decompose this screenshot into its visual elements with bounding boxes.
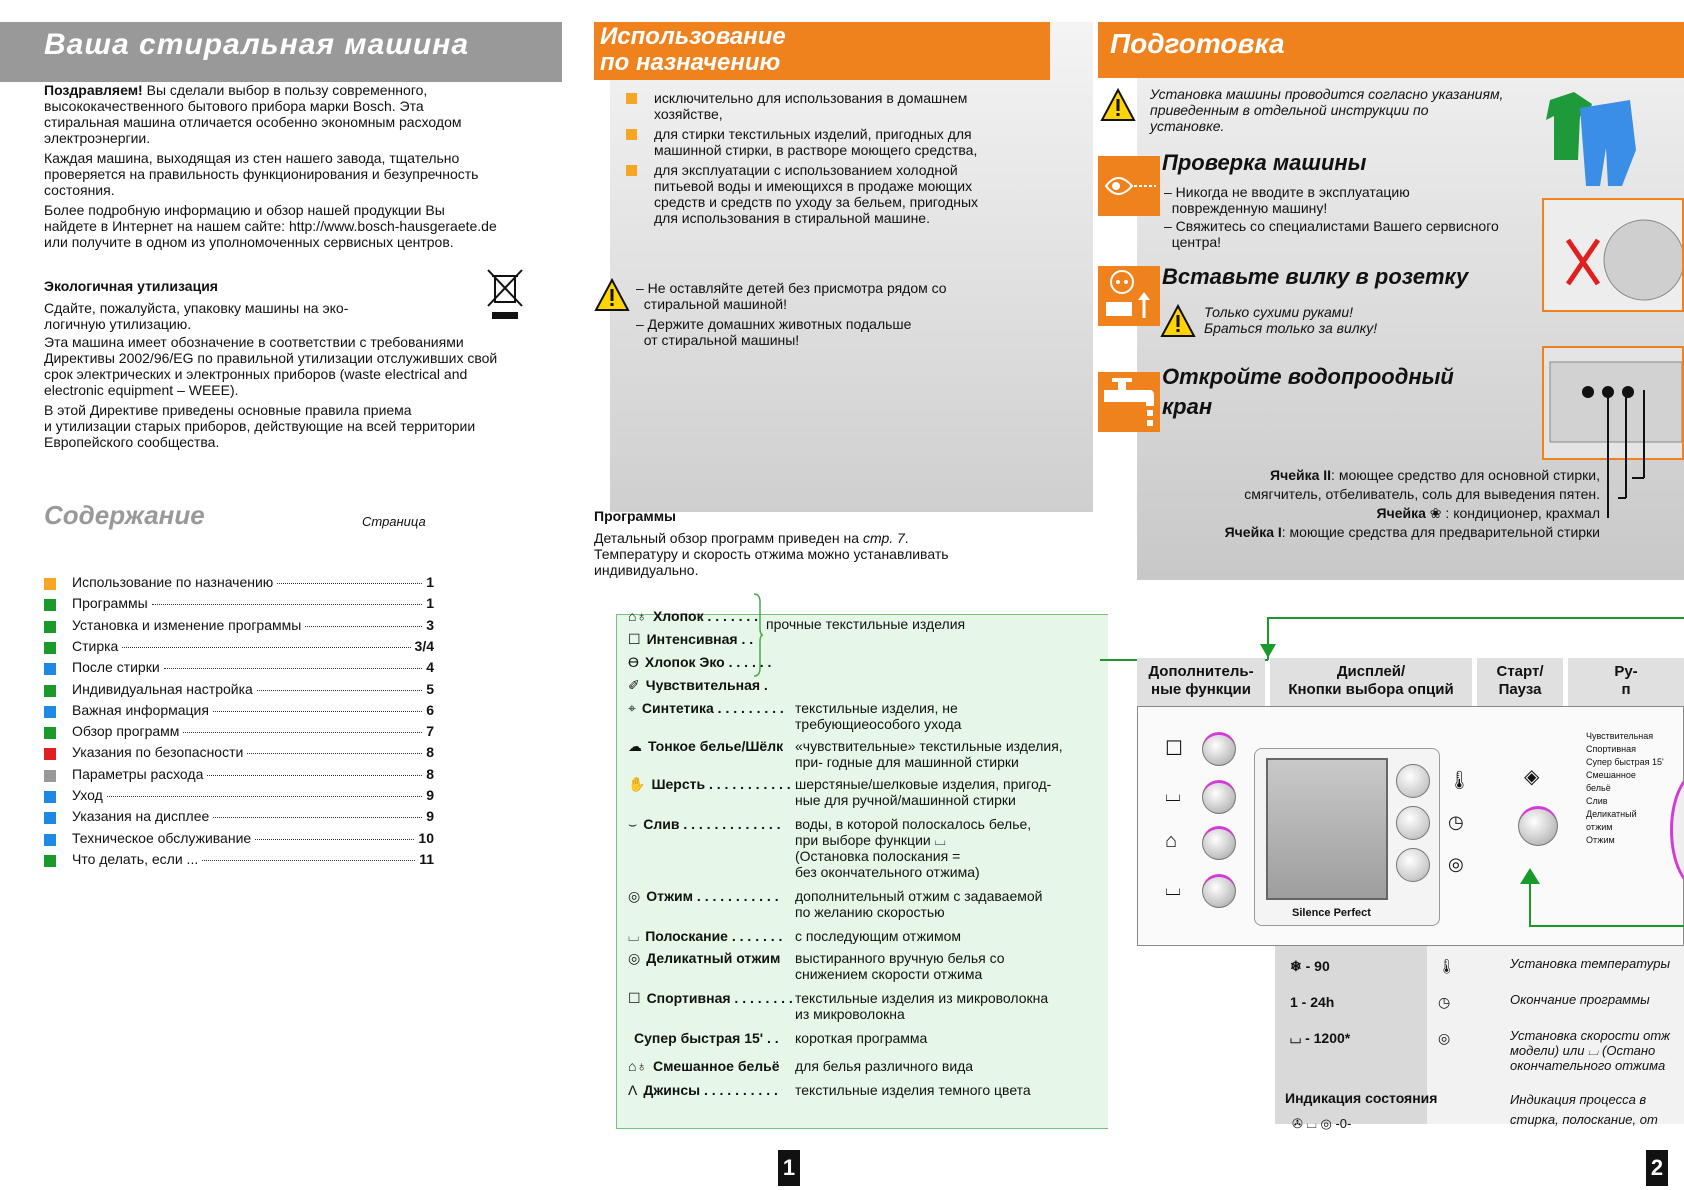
info-description: Окончание программы: [1510, 992, 1650, 1007]
toc-color-square-icon: [44, 770, 56, 782]
program-item: ⌴ Полоскание . . . . . . .: [628, 928, 783, 944]
toc-item[interactable]: [44, 617, 434, 637]
panel-head-start-pause: Старт/ Пауза: [1477, 658, 1563, 706]
toc-item[interactable]: [44, 766, 434, 786]
bullet-square-icon: [626, 93, 637, 104]
tap-title-line2: кран: [1162, 394, 1213, 419]
eco-title: Экологичная утилизация: [44, 278, 218, 294]
damaged-machine-image: [1542, 198, 1684, 312]
lcd-display: [1266, 758, 1388, 900]
toc-item-page: 10: [418, 829, 434, 846]
toc-color-square-icon: [44, 621, 56, 633]
toc-leader: [207, 775, 422, 776]
toc-item-label: Параметры расхода: [72, 765, 204, 782]
program-item: ⌂♁ Смешанное бельё: [628, 1058, 780, 1074]
program-symbol-icon: ⌂♁: [628, 1058, 647, 1074]
toc-item-page: 3/4: [414, 637, 434, 654]
finish-time-button[interactable]: [1396, 806, 1430, 840]
plug-title: Вставьте вилку в розетку: [1162, 264, 1469, 289]
toc-item-label: Обзор программ: [72, 723, 180, 740]
info-description: Установка скорости отж модели) или ⌴ (Остано окончательного отжима: [1510, 1028, 1670, 1073]
program-symbol-icon: ✋: [628, 776, 646, 792]
compartment-legend: Ячейка II: моющее средство для основной стирки, смягчитель, отбеливатель, соль для выведения пятен. Ячейка ❀ : кондиционер, крахмал Ячейка I: моющие средства для предварительной стирки: [1224, 467, 1600, 540]
program-description: с последующим отжимом: [795, 928, 962, 944]
info-value: ⌴ - 1200*: [1290, 1030, 1351, 1046]
toc-item-page: 6: [426, 701, 434, 718]
toc-leader: [107, 796, 422, 797]
toc-item-page: 5: [426, 680, 434, 697]
check-step-2: – Свяжитесь со специалистами Вашего сервисного центра!: [1164, 218, 1499, 250]
extra-rinse-icon: ⌴: [1165, 878, 1181, 900]
warning-icon: [594, 278, 630, 312]
toc-color-square-icon: [44, 812, 56, 824]
panel-head-display: Дисплей/ Кнопки выбора опций: [1270, 658, 1472, 706]
program-item: ☁ Тонкое белье/Шёлк: [628, 738, 784, 754]
toc-item-page: 9: [426, 808, 434, 825]
page-number-left: 1: [778, 1150, 800, 1186]
toc-item[interactable]: [44, 595, 434, 615]
start-pause-icon: ◈: [1524, 766, 1540, 788]
program-item: ⌖ Синтетика . . . . . . . . .: [628, 700, 784, 716]
intensive-option-button[interactable]: [1202, 732, 1236, 766]
toc-leader: [152, 604, 422, 605]
toc-color-square-icon: [44, 685, 56, 697]
toc-color-square-icon: [44, 642, 56, 654]
program-item: ☐ Спортивная . . . . . . . .: [628, 990, 793, 1006]
program-item: ✋ Шерсть . . . . . . . . . . .: [628, 776, 791, 792]
program-symbol-icon: ◎: [628, 888, 641, 904]
temperature-button[interactable]: [1396, 764, 1430, 798]
brand-label: Silence Perfect: [1292, 907, 1371, 919]
toc-color-square-icon: [44, 599, 56, 611]
left-title-bar: [0, 22, 562, 82]
toc-item-label: Стирка: [72, 637, 119, 654]
thermometer-icon: 🌡: [1448, 770, 1471, 790]
toc-leader: [305, 626, 422, 627]
toc-item-label: Техническое обслуживание: [72, 829, 252, 846]
toc-item-page: 11: [419, 850, 434, 867]
program-item: ϴ Хлопок Эко . . . . . .: [628, 654, 772, 670]
program-description: текстильные изделия из микроволокна из микроволокна: [795, 990, 1049, 1022]
info-icon: ◎: [1438, 1030, 1451, 1046]
rinse-stop-icon: ⌴: [1165, 784, 1181, 806]
child-warning: – Не оставляйте детей без присмотра рядом со стиральной машиной!: [636, 280, 947, 312]
eye-check-icon: [1098, 156, 1160, 216]
intro-paragraph: Поздравляем! Вы сделали выбор в пользу современного, высококачественного бытового прибора марки Bosch. Эта стиральная машина отличается особенно экономным расходом электроэнергии.: [44, 82, 462, 146]
warning-icon: [1100, 88, 1136, 122]
weee-paragraph: Эта машина имеет обозначение в соответствии с требованиями Директивы 2002/96/EG по правильной утилизации отслуживших свой срок электрических и электронных приборов (waste electrical and electronic equipment – WEEE).: [44, 334, 498, 398]
toc-color-square-icon: [44, 855, 56, 867]
toc-item-label: Что делать, если ...: [72, 850, 199, 867]
program-description: текстильные изделия, не требующиеособого ухода: [795, 700, 962, 732]
program-description: воды, в которой полоскалось белье, при выборе функции ⌴ (Остановка полоскания = без окончательного отжима): [795, 816, 1032, 880]
program-symbol-icon: ⌖: [628, 700, 636, 716]
toc-item-page: 8: [426, 744, 434, 761]
check-step-1: – Никогда не вводите в эксплуатацию поврежденную машину!: [1164, 184, 1410, 216]
toc-item[interactable]: [44, 659, 434, 679]
toc-item[interactable]: [44, 851, 434, 871]
toc-item-page: 3: [426, 616, 434, 633]
extra-rinse-button[interactable]: [1202, 874, 1236, 908]
water-tap-icon: [1098, 372, 1160, 432]
group-description: прочные текстильные изделия: [766, 616, 966, 632]
warning-icon: [1160, 304, 1196, 338]
toc-item-page: 9: [426, 787, 434, 803]
toc-item[interactable]: [44, 702, 434, 722]
toc-item[interactable]: [44, 787, 434, 807]
programs-title: Программы: [594, 508, 677, 524]
toc-page-label: Страница: [362, 514, 426, 529]
toc-item-label: Использование по назначению: [72, 574, 274, 590]
pet-warning: – Держите домашних животных подальше от стиральной машины!: [636, 316, 912, 348]
info-value: 1 - 24h: [1290, 994, 1335, 1010]
toc-title: Содержание: [44, 500, 205, 530]
left-title: Ваша стиральная машина: [44, 28, 470, 61]
toc-item-label: Программы: [72, 595, 148, 612]
toc-leader: [164, 668, 422, 669]
preparation-title-bar: [1098, 22, 1684, 78]
status-title: Индикация состояния: [1285, 1090, 1438, 1106]
directive-paragraph: В этой Директиве приведены основные правила приема и утилизации старых приборов, действующие на всей территории Европейского сообщества.: [44, 402, 476, 450]
intensive-icon: ☐: [1165, 738, 1183, 760]
bullet-square-icon: [626, 129, 637, 140]
info-value: ❄ - 90: [1290, 958, 1330, 974]
toc-item-label: Важная информация: [72, 701, 209, 718]
toc-item-label: После стирки: [72, 659, 160, 676]
install-note: Установка машины проводится согласно указаниям, приведенным в отдельной инструкции по установке.: [1150, 86, 1504, 134]
toc-color-square-icon: [44, 706, 56, 718]
info-icon: 🌡: [1438, 958, 1456, 974]
toc-item[interactable]: [44, 830, 434, 850]
spin-speed-button[interactable]: [1396, 848, 1430, 882]
bullet-square-icon: [626, 165, 637, 176]
dial-labels: Чувствительная Спортивная Супер быстрая 15' Смешанное бельё Слив Деликатный отжим Отжим: [1586, 731, 1664, 845]
toc-color-square-icon: [44, 748, 56, 760]
program-symbol-icon: ☁: [628, 738, 642, 754]
toc-item-label: Указания на дисплее: [72, 808, 210, 825]
rinse-stop-button[interactable]: [1202, 780, 1236, 814]
program-item: ⌂♁ Хлопок . . . . . . .: [628, 608, 759, 624]
toc-item-page: 8: [426, 765, 434, 782]
program-description: шерстяные/шелковые изделия, пригод- ные для ручной/машинной стирки: [795, 776, 1052, 808]
toc-leader: [183, 732, 422, 733]
intro-lead: Поздравляем!: [44, 82, 143, 98]
spin-icon: ◎: [1448, 854, 1464, 874]
eco-paragraph: Сдайте, пожалуйста, упаковку машины на эко- логичную утилизацию.: [44, 300, 349, 332]
program-item: Супер быстрая 15' . .: [634, 1030, 779, 1046]
program-description: «чувствительные» текстильные изделия, при- годные для машинной стирки: [795, 738, 1063, 770]
easy-iron-button[interactable]: [1202, 826, 1236, 860]
toc-leader: [213, 711, 422, 712]
preparation-title: Подготовка: [1110, 28, 1285, 59]
program-description: короткая программа: [795, 1030, 928, 1046]
toc-item-label: Индивидуальная настройка: [72, 680, 253, 697]
page-number-right: 2: [1646, 1150, 1668, 1186]
program-item: ✐ Чувствительная .: [628, 677, 768, 693]
status-description: Индикация процесса в стирка, полоскание, от: [1510, 1092, 1658, 1127]
program-item: ☐ Интенсивная . .: [628, 631, 754, 647]
toc-item-label: Уход: [72, 787, 103, 803]
toc-item-label: Установка и изменение программы: [72, 616, 302, 633]
program-item: Λ Джинсы . . . . . . . . . .: [628, 1082, 778, 1098]
toc-item-page: 7: [426, 723, 434, 740]
program-symbol-icon: ⌴: [628, 928, 640, 944]
program-description: выстиранного вручную белья со снижением скорости отжима: [795, 950, 1005, 982]
tap-title-line1: Откройте водопроодный: [1162, 364, 1454, 389]
program-description: текстильные изделия темного цвета: [795, 1082, 1031, 1098]
info-icon: ◷: [1438, 994, 1451, 1010]
program-symbol-icon: ⌣: [628, 816, 638, 832]
toc-leader: [122, 647, 411, 648]
toc-color-square-icon: [44, 791, 56, 803]
toc-item[interactable]: [44, 681, 434, 701]
toc-color-square-icon: [44, 834, 56, 846]
program-symbol-icon: ⌂♁: [628, 608, 647, 624]
weee-bin-icon: [486, 268, 526, 324]
toc-item[interactable]: [44, 744, 434, 764]
toc-leader: [255, 839, 414, 840]
program-item: ◎ Деликатный отжим: [628, 950, 781, 966]
toc-item[interactable]: [44, 808, 434, 828]
toc-item-page: 1: [426, 595, 434, 612]
toc-item-page: 1: [426, 574, 434, 590]
toc-leader: [277, 583, 422, 584]
toc-item-page: 4: [426, 659, 434, 676]
program-symbol-icon: Λ: [628, 1082, 638, 1098]
usage-title-line1: Использование: [600, 23, 786, 50]
program-symbol-icon: ☐: [628, 990, 641, 1006]
clock-icon: ◷: [1448, 812, 1464, 832]
panel-head-program-selector: Ру- п: [1568, 658, 1684, 706]
toc-leader: [213, 817, 422, 818]
usage-title-line2: по назначению: [600, 49, 781, 76]
program-description: дополнительный отжим с задаваемой по желанию скоростью: [795, 888, 1043, 920]
start-pause-button[interactable]: [1518, 806, 1558, 846]
toc-leader: [247, 753, 422, 754]
status-icons: ✇ ⌴ ◎ -0-: [1292, 1116, 1352, 1131]
start-arrow: [1518, 868, 1684, 932]
usage-title-bar: [594, 22, 1050, 80]
toc-color-square-icon: [44, 578, 56, 590]
quality-paragraph: Каждая машина, выходящая из стен нашего завода, тщательно проверяется на правильность функционирования и безупречность состояния.: [44, 150, 479, 198]
programs-intro: Детальный обзор программ приведен на стр. 7. Температуру и скорость отжима можно устанавливать индивидуально.: [594, 530, 949, 578]
program-item: ⌣ Слив . . . . . . . . . . . . .: [628, 816, 781, 832]
panel-head-extra-functions: Дополнитель- ные функции: [1137, 658, 1265, 706]
toc-item[interactable]: [44, 638, 434, 658]
program-symbol-icon: ☐: [628, 631, 641, 647]
toc-leader: [257, 690, 422, 691]
plug-warning: Только сухими руками! Браться только за вилку!: [1204, 304, 1378, 336]
website-paragraph: Более подробную информацию и обзор нашей продукции Вы найдете в Интернет на нашем сайте: http://www.bosch-hausgeraete.de или получите в одном из уполномоченных сервисных центров.: [44, 202, 497, 250]
program-symbol-icon: ✐: [628, 677, 640, 693]
toc-item[interactable]: [44, 574, 434, 594]
program-description: для белья различного вида: [795, 1058, 974, 1074]
toc-item[interactable]: [44, 723, 434, 743]
info-description: Установка температуры: [1510, 956, 1671, 971]
toc-color-square-icon: [44, 727, 56, 739]
toc-color-square-icon: [44, 663, 56, 675]
program-symbol-icon: ϴ: [628, 654, 639, 670]
toc-leader: [202, 860, 415, 861]
page-reference: стр. 7: [862, 530, 905, 546]
program-symbol-icon: ◎: [628, 950, 641, 966]
plug-icon: [1098, 266, 1160, 326]
program-item: ◎ Отжим . . . . . . . . . . .: [628, 888, 779, 904]
easy-iron-icon: ⌂: [1165, 830, 1178, 852]
toc-item-label: Указания по безопасности: [72, 744, 244, 761]
check-title: Проверка машины: [1162, 150, 1367, 175]
laundry-illustration: [1540, 90, 1684, 190]
